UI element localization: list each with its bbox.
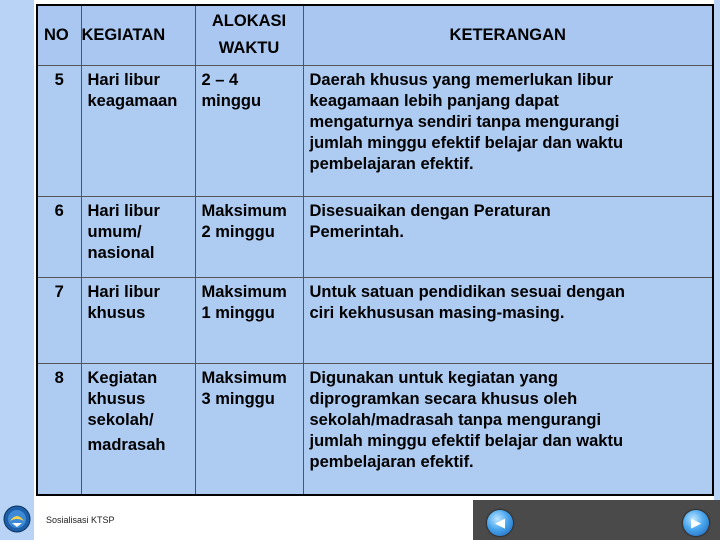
row-alokasi [195, 196, 303, 277]
cell-line: Hari libur [87, 70, 160, 89]
cell-line: Hari libur [87, 201, 160, 220]
row-no: 7 [37, 277, 81, 363]
row-alokasi [195, 65, 303, 196]
row-kegiatan [81, 363, 195, 495]
cell-line: keagamaan lebih panjang dapat [309, 91, 559, 110]
cell-line: khusus [87, 303, 146, 322]
cell-line: 2 – 4 [201, 70, 239, 89]
row-no: 8 [37, 363, 81, 495]
cell-line: diprogramkan secara khusus oleh [309, 389, 578, 408]
cell-line: khusus [87, 389, 146, 408]
cell-line: pembelajaran efektif. [309, 154, 474, 173]
cell-line: sekolah/ [87, 410, 154, 429]
cell-line: minggu [201, 91, 262, 110]
table-row [37, 65, 713, 196]
cell-line: keagamaan [87, 91, 178, 110]
row-kegiatan [81, 277, 195, 363]
table-row [37, 277, 713, 363]
left-decor-bar [0, 0, 34, 540]
header-no: NO [37, 5, 81, 65]
header-alokasi-line1: ALOKASI [211, 12, 287, 31]
schedule-table [36, 4, 714, 496]
row-keterangan [303, 277, 713, 363]
cell-line: Untuk satuan pendidikan sesuai dengan [309, 282, 625, 301]
table-row [37, 363, 713, 495]
cell-line: Pemerintah. [309, 222, 404, 241]
cell-line: pembelajaran efektif. [309, 452, 474, 471]
row-keterangan [303, 363, 713, 495]
cell-line: sekolah/madrasah tanpa mengurangi [309, 410, 602, 429]
cell-line: jumlah minggu efektif belajar dan waktu [309, 431, 624, 450]
cell-line: Kegiatan [87, 368, 158, 387]
cell-line: Hari libur [87, 282, 160, 301]
row-no: 5 [37, 65, 81, 196]
header-alokasi-line2: WAKTU [218, 39, 280, 58]
cell-line: madrasah [87, 435, 166, 454]
arrow-left-icon: ◀ [495, 515, 505, 530]
footer-text: Sosialisasi KTSP [46, 515, 115, 525]
cell-line: Disesuaikan dengan Peraturan [309, 201, 551, 220]
row-keterangan [303, 196, 713, 277]
cell-line: 2 minggu [201, 222, 275, 241]
prev-slide-button[interactable] [487, 510, 513, 536]
cell-line: Digunakan untuk kegiatan yang [309, 368, 558, 387]
cell-line: nasional [87, 243, 155, 262]
row-kegiatan [81, 196, 195, 277]
row-no: 6 [37, 196, 81, 277]
header-alokasi-waktu [195, 5, 303, 65]
cell-line: 3 minggu [201, 389, 275, 408]
next-slide-button[interactable] [683, 510, 709, 536]
header-kegiatan: KEGIATAN [81, 5, 195, 65]
row-alokasi [195, 363, 303, 495]
tut-wuri-handayani-logo-icon [3, 505, 31, 533]
cell-line: Maksimum [201, 368, 287, 387]
cell-line: ciri kekhususan masing-masing. [309, 303, 565, 322]
cell-line: jumlah minggu efektif belajar dan waktu [309, 133, 624, 152]
cell-line: Daerah khusus yang memerlukan libur [309, 70, 614, 89]
cell-line: 1 minggu [201, 303, 275, 322]
cell-line: Maksimum [201, 201, 287, 220]
table-header-row [37, 5, 713, 65]
header-keterangan: KETERANGAN [303, 5, 713, 65]
row-alokasi [195, 277, 303, 363]
cell-line: umum/ [87, 222, 142, 241]
cell-line: mengaturnya sendiri tanpa mengurangi [309, 112, 620, 131]
table-row [37, 196, 713, 277]
right-decor-bar [714, 0, 720, 505]
row-keterangan [303, 65, 713, 196]
row-kegiatan [81, 65, 195, 196]
arrow-right-icon: ▶ [691, 515, 701, 530]
cell-line: Maksimum [201, 282, 287, 301]
